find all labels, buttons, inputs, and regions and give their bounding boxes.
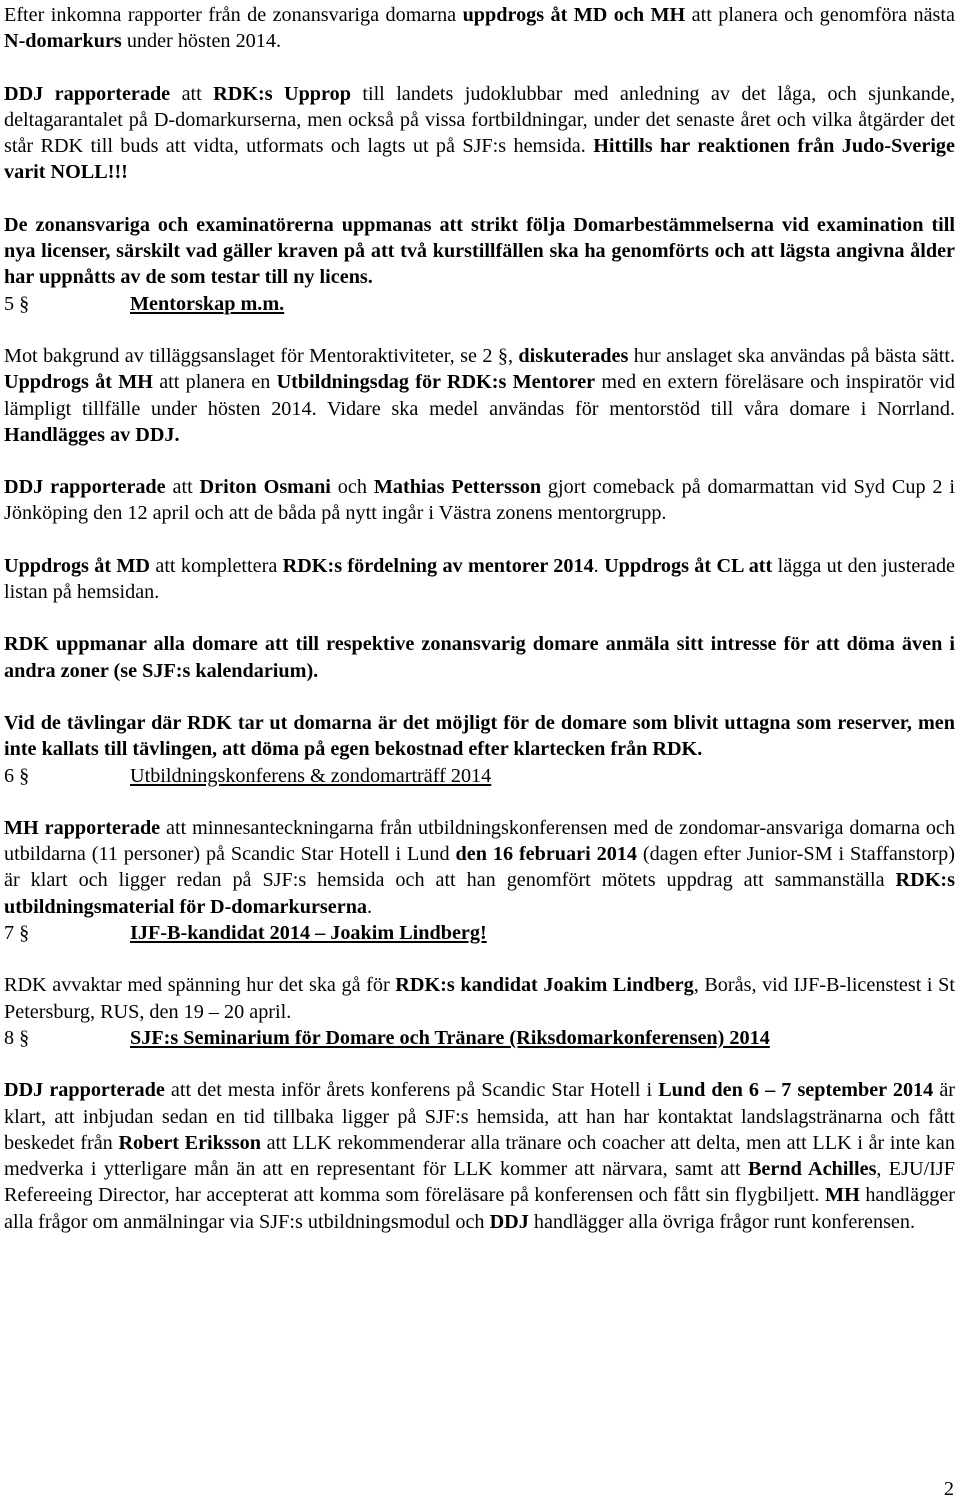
section-number: 5 § — [4, 292, 30, 315]
bold-text: RDK:s kandidat Joakim Lindberg — [395, 974, 694, 997]
bold-text: RDK:s fördelning av mentorer 2014 — [282, 554, 594, 577]
paragraph — [4, 212, 955, 291]
paragraph — [4, 81, 955, 186]
text-run: hur anslaget ska användas på bästa sätt. — [628, 344, 955, 367]
bold-text: uppdrogs åt MD och MH — [462, 4, 686, 26]
paragraph — [4, 553, 955, 606]
paragraph — [4, 343, 955, 448]
section-title: Mentorskap m.m. — [130, 292, 285, 315]
text-run: att LLK rekommenderar alla tränare och coacher att delta, men att LLK i år inte kan medverka i ytterligare mån än att en representant för LLK kommer att närvara, samt att — [4, 1131, 955, 1181]
bold-text: Vid de tävlingar där RDK tar ut domarna är det möjligt för de domare som blivit uttagna som reserver, men inte kallats till tävlingen, att döma på egen bekostnad efter klartecken från RDK. — [4, 711, 955, 761]
bold-text: RDK uppmanar alla domare att till respektive zonansvarig domare anmäla sitt intresse för att döma även i andra zoner (se SJF:s kalendarium). — [4, 633, 955, 682]
text-run: (dagen efter Junior-SM i Staffanstorp) är klart och ligger redan på SJF:s hemsida och att han genomfört mötets uppdrag att sammanställa — [4, 843, 956, 892]
bold-text: MH rapporterade — [4, 816, 161, 839]
section-heading — [4, 763, 955, 789]
text-run: att — [170, 82, 214, 105]
bold-text: MH — [825, 1184, 860, 1207]
bold-text: RDK:s utbildningsmaterial för D-domarkurserna — [4, 869, 955, 918]
text-run: att planera en — [152, 371, 277, 394]
text-run: handlägger alla frågor om anmälningar via SJF:s utbildningsmodul och — [4, 1184, 955, 1233]
bold-text: diskuterades — [518, 344, 629, 367]
section-title: Utbildningskonferens & zondomarträff 2014 — [130, 764, 492, 787]
paragraph — [4, 815, 955, 920]
section-title: SJF:s Seminarium för Domare och Tränare (Riksdomarkonferensen) 2014 — [130, 1026, 770, 1049]
paragraph — [4, 474, 955, 527]
bold-text: Hittills har reaktionen från Judo-Sverige varit NOLL!!! — [4, 135, 955, 184]
bold-text: Uppdrogs åt CL att — [604, 554, 773, 577]
bold-text: Uppdrogs åt MD — [4, 554, 151, 577]
bold-text: den 16 februari 2014 — [455, 843, 637, 866]
bold-text: Driton Osmani — [199, 476, 331, 499]
bold-text: Handlägges av DDJ. — [4, 423, 180, 446]
section-number: 6 § — [4, 764, 30, 787]
bold-text: RDK:s Upprop — [213, 82, 351, 105]
text-run: att komplettera — [150, 554, 283, 577]
bold-text: Robert Eriksson — [118, 1131, 261, 1154]
text-run: att planera och genomföra nästa — [685, 4, 955, 26]
text-run: till landets judoklubbar med anledning av det låga, och sjunkande, deltagarantalet på D-domarkurserna, men också på vissa fortbildningar, under det senaste året och vilka åtgärder det står RDK till buds att vidta, utformats och lagts ut på SJF:s hemsida. — [4, 82, 955, 158]
section-title: IJF-B-kandidat 2014 – Joakim Lindberg! — [130, 922, 487, 945]
text-run: RDK avvaktar med spänning hur det ska gå för — [4, 974, 396, 997]
text-run: och — [330, 476, 374, 499]
text-run: . — [367, 895, 373, 918]
page-number: 2 — [944, 1478, 954, 1500]
text-run: handlägger alla övriga frågor runt konferensen. — [528, 1210, 916, 1233]
text-run: med en extern föreläsare och inspiratör vid lämpligt tillfälle under hösten 2014. Vidare ska medel användas för mentorstöd till våra domare i Norrland. — [4, 371, 955, 420]
bold-text: DDJ rapporterade — [4, 476, 166, 499]
section-heading — [4, 1025, 955, 1051]
text-run: gjort comeback på domarmattan vid Syd Cup 2 i Jönköping den 12 april och att de båda på nytt ingår i Västra zonens mentorgrupp. — [4, 476, 955, 525]
bold-text: Uppdrogs åt MH — [4, 371, 153, 394]
text-run: under hösten 2014. — [121, 30, 281, 53]
text-run: . — [593, 554, 605, 577]
text-run: att — [165, 476, 200, 499]
section-heading — [4, 920, 955, 946]
text-run: , EJU/IJF Refereeing Director, har accepterat att komma som föreläsare på konferensen och fått sin flygbiljett. — [4, 1158, 955, 1207]
text-run: Efter inkomna rapporter från de zonansvariga domarna — [4, 4, 463, 26]
paragraph — [4, 710, 955, 763]
section-heading — [4, 291, 955, 317]
bold-text: Bernd Achilles — [747, 1158, 877, 1181]
document-page — [4, 2, 955, 1235]
text-run: är klart, att inbjudan sedan en tid tillbaka ligger på SJF:s hemsida, att han har kontaktat landslagstränarna och fått beskedet från — [4, 1079, 955, 1154]
bold-text: DDJ — [489, 1210, 529, 1233]
paragraph — [4, 972, 955, 1025]
section-number: 7 § — [4, 922, 30, 945]
text-run: , Borås, vid IJF-B-licenstest i St Petersburg, RUS, den 19 – 20 april. — [4, 974, 955, 1023]
bold-text: DDJ rapporterade — [4, 1079, 165, 1102]
paragraph — [4, 631, 955, 684]
bold-text: Mathias Pettersson — [373, 476, 542, 499]
text-run: att minnesanteckningarna från utbildningskonferensen med de zondomar-ansvariga domarna och utbildarna (11 personer) på Scandic Star Hotell i Lund — [4, 816, 955, 866]
text-run: Mot bakgrund av tilläggsanslaget för Mentoraktiviteter, se 2 §, — [4, 344, 519, 367]
bold-text: DDJ rapporterade — [4, 82, 171, 105]
section-number: 8 § — [4, 1026, 30, 1049]
text-run: lägga ut den justerade listan på hemsidan. — [4, 554, 956, 604]
bold-text: Lund den 6 – 7 september 2014 — [658, 1079, 934, 1102]
bold-text: Utbildningsdag för RDK:s Mentorer — [276, 371, 596, 394]
bold-text: N-domarkurs — [4, 30, 122, 53]
paragraph — [4, 1077, 955, 1235]
text-run: att det mesta inför årets konferens på Scandic Star Hotell i — [164, 1079, 659, 1102]
paragraph — [4, 2, 955, 55]
bold-text: De zonansvariga och examinatörerna uppmanas att strikt följa Domarbestämmelserna vid examination till nya licenser, särskilt vad gäller kraven på att två kurstillfällen ska ha genomförts och att lägsta angivna ålder har uppnåtts av de som testar till ny licens. — [4, 213, 955, 289]
